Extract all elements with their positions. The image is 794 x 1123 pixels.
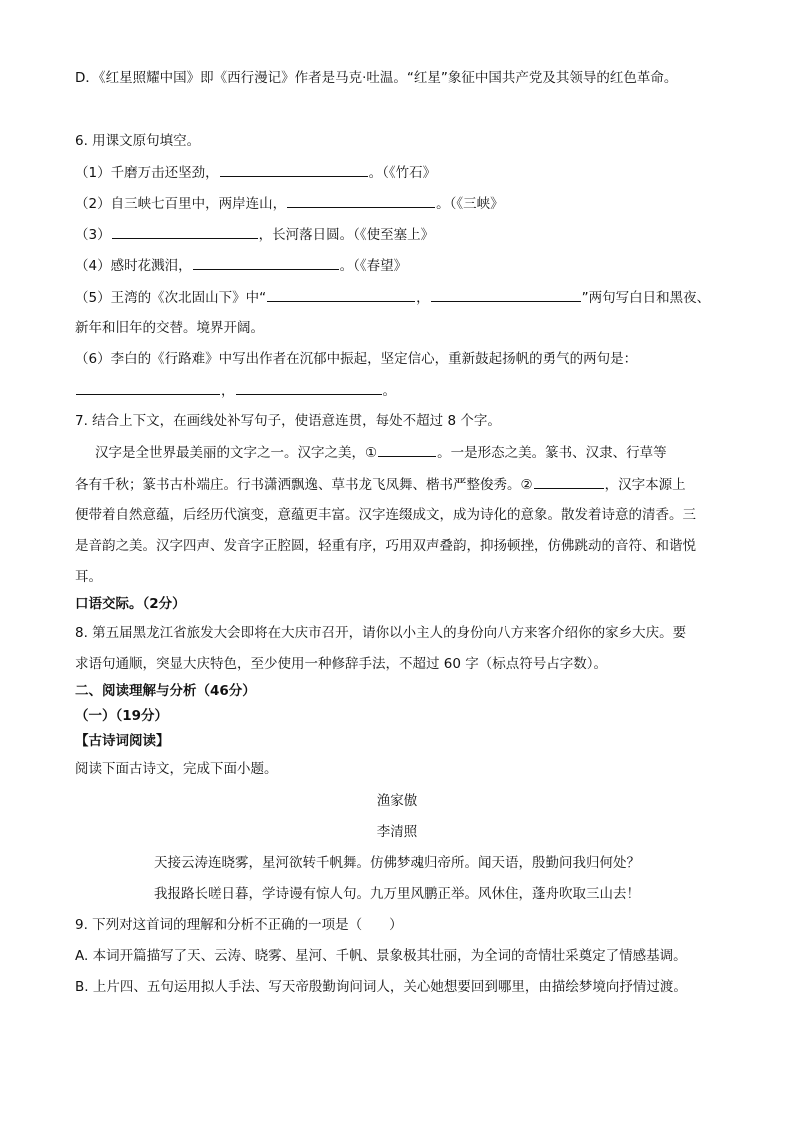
poem-author: 李清照	[376, 824, 418, 840]
poem-title: 渔家傲	[376, 793, 418, 809]
option-d-line: D．《红星照耀中国》即《西行漫记》作者是马克·吐温。“红星”象征中国共产党及其领导的红色革命。	[75, 70, 678, 86]
question-6-3	[75, 224, 739, 245]
q7-paragraph-line-5: 耳。	[75, 569, 102, 585]
q6-4-source: 。（《春望》	[339, 258, 408, 274]
question-9: 9. 下列对这首词的理解和分析不正确的一项是（ ）	[75, 917, 403, 933]
part-1-heading: （一）（19分）	[75, 708, 169, 724]
q6-2-text: （2）自三峡七百里中，两岸连山，	[75, 196, 287, 212]
reading-instruction: 阅读下面古诗文，完成下面小题。	[75, 761, 278, 777]
q6-6-period: 。	[382, 383, 396, 399]
question-6-2	[75, 193, 739, 214]
answer-blank	[193, 255, 339, 270]
answer-blank	[534, 474, 604, 489]
question-6-4	[75, 255, 739, 276]
question-9-option-a: A. 本词开篇描写了天、云涛、晓雾、星河、千帆、景象极其壮丽，为全词的奇情壮采奠定了情感基调。	[75, 948, 687, 964]
answer-blank	[112, 224, 258, 239]
poem-line-2: 我报路长嗟日暮，学诗谩有惊人句。九万里风鹏正举。风休住，蓬舟吹取三山去！	[154, 886, 640, 902]
q7-text-1: 汉字是全世界最美丽的文字之一。汉字之美，①	[95, 445, 378, 461]
question-6-6-blanks	[75, 380, 739, 401]
q6-5-tail: ”两句写白日和黑夜、	[581, 290, 711, 306]
answer-blank	[287, 193, 435, 208]
question-6-heading: 6. 用课文原句填空。	[75, 133, 201, 149]
q6-1-text: （1）千磨万击还坚劲，	[75, 165, 219, 181]
answer-blank	[220, 162, 368, 177]
question-7-heading: 7. 结合上下文，在画线处补写句子，使语意连贯，每处不超过 8 个字。	[75, 413, 501, 429]
q6-5-text: （5）王湾的《次北固山下》中“	[75, 290, 267, 306]
question-6-5	[75, 287, 739, 308]
q6-6-comma: ，	[221, 383, 235, 399]
poem-line-1: 天接云涛连晓雾，星河欲转千帆舞。仿佛梦魂归帝所。闻天语，殷勤问我归何处？	[154, 855, 640, 871]
section-2-heading: 二、阅读理解与分析（46分）	[75, 683, 256, 699]
poem-reading-heading: 【古诗词阅读】	[75, 733, 170, 749]
answer-blank	[267, 287, 415, 302]
answer-blank	[431, 287, 581, 302]
answer-blank	[378, 442, 436, 457]
q6-3-text: ，长河落日圆。（《使至塞上》	[258, 227, 435, 243]
q7-text-2: 各有千秋；篆书古朴端庄。行书潇洒飘逸、草书龙飞凤舞、楷书严整俊秀。②	[75, 477, 533, 493]
q7-paragraph-line-2	[75, 474, 739, 495]
question-8-line-2: 求语句通顺，突显大庆特色，至少使用一种修辞手法，不超过 60 字（标点符号占字数）。	[75, 656, 608, 672]
q7-paragraph-line-3: 便带着自然意蕴，后经历代演变，意蕴更丰富。汉字连缀成文，成为诗化的意象。散发着诗意的清香。三	[75, 507, 696, 523]
q6-4-text: （4）感时花溅泪，	[75, 258, 192, 274]
question-6-1	[75, 162, 739, 183]
q6-3-number: （3）	[75, 227, 111, 243]
question-8-line-1: 8. 第五届黑龙江省旅发大会即将在大庆市召开，请你以小主人的身份向八方来客介绍你的家乡大庆。要	[75, 625, 687, 641]
q7-paragraph-line-4: 是音韵之美。汉字四声、发音字正腔圆，轻重有序，巧用双声叠韵，抑扬顿挫，仿佛跳动的音符、和谐悦	[75, 538, 696, 554]
answer-blank	[76, 380, 220, 395]
q7-text-1b: 。一是形态之美。篆书、汉隶、行草等	[437, 445, 667, 461]
q6-2-source: 。（《三峡》	[436, 196, 504, 212]
q7-paragraph-line-1	[95, 442, 739, 463]
answer-blank	[236, 380, 382, 395]
q6-5-comma: ，	[416, 290, 430, 306]
oral-communication-heading: 口语交际。（2分）	[75, 596, 186, 612]
question-6-5-cont: 新年和旧年的交替。境界开阔。	[75, 320, 264, 336]
q7-text-2b: ，汉字本源上	[604, 477, 686, 493]
question-9-option-b: B. 上片四、五句运用拟人手法、写天帝殷勤询问词人，关心她想要回到哪里，由描绘梦境向抒情过渡。	[75, 979, 687, 995]
question-6-6: （6）李白的《行路难》中写出作者在沉郁中振起，坚定信心，重新鼓起扬帆的勇气的两句是：	[75, 351, 638, 367]
q6-1-source: 。（《竹石》	[368, 165, 437, 181]
